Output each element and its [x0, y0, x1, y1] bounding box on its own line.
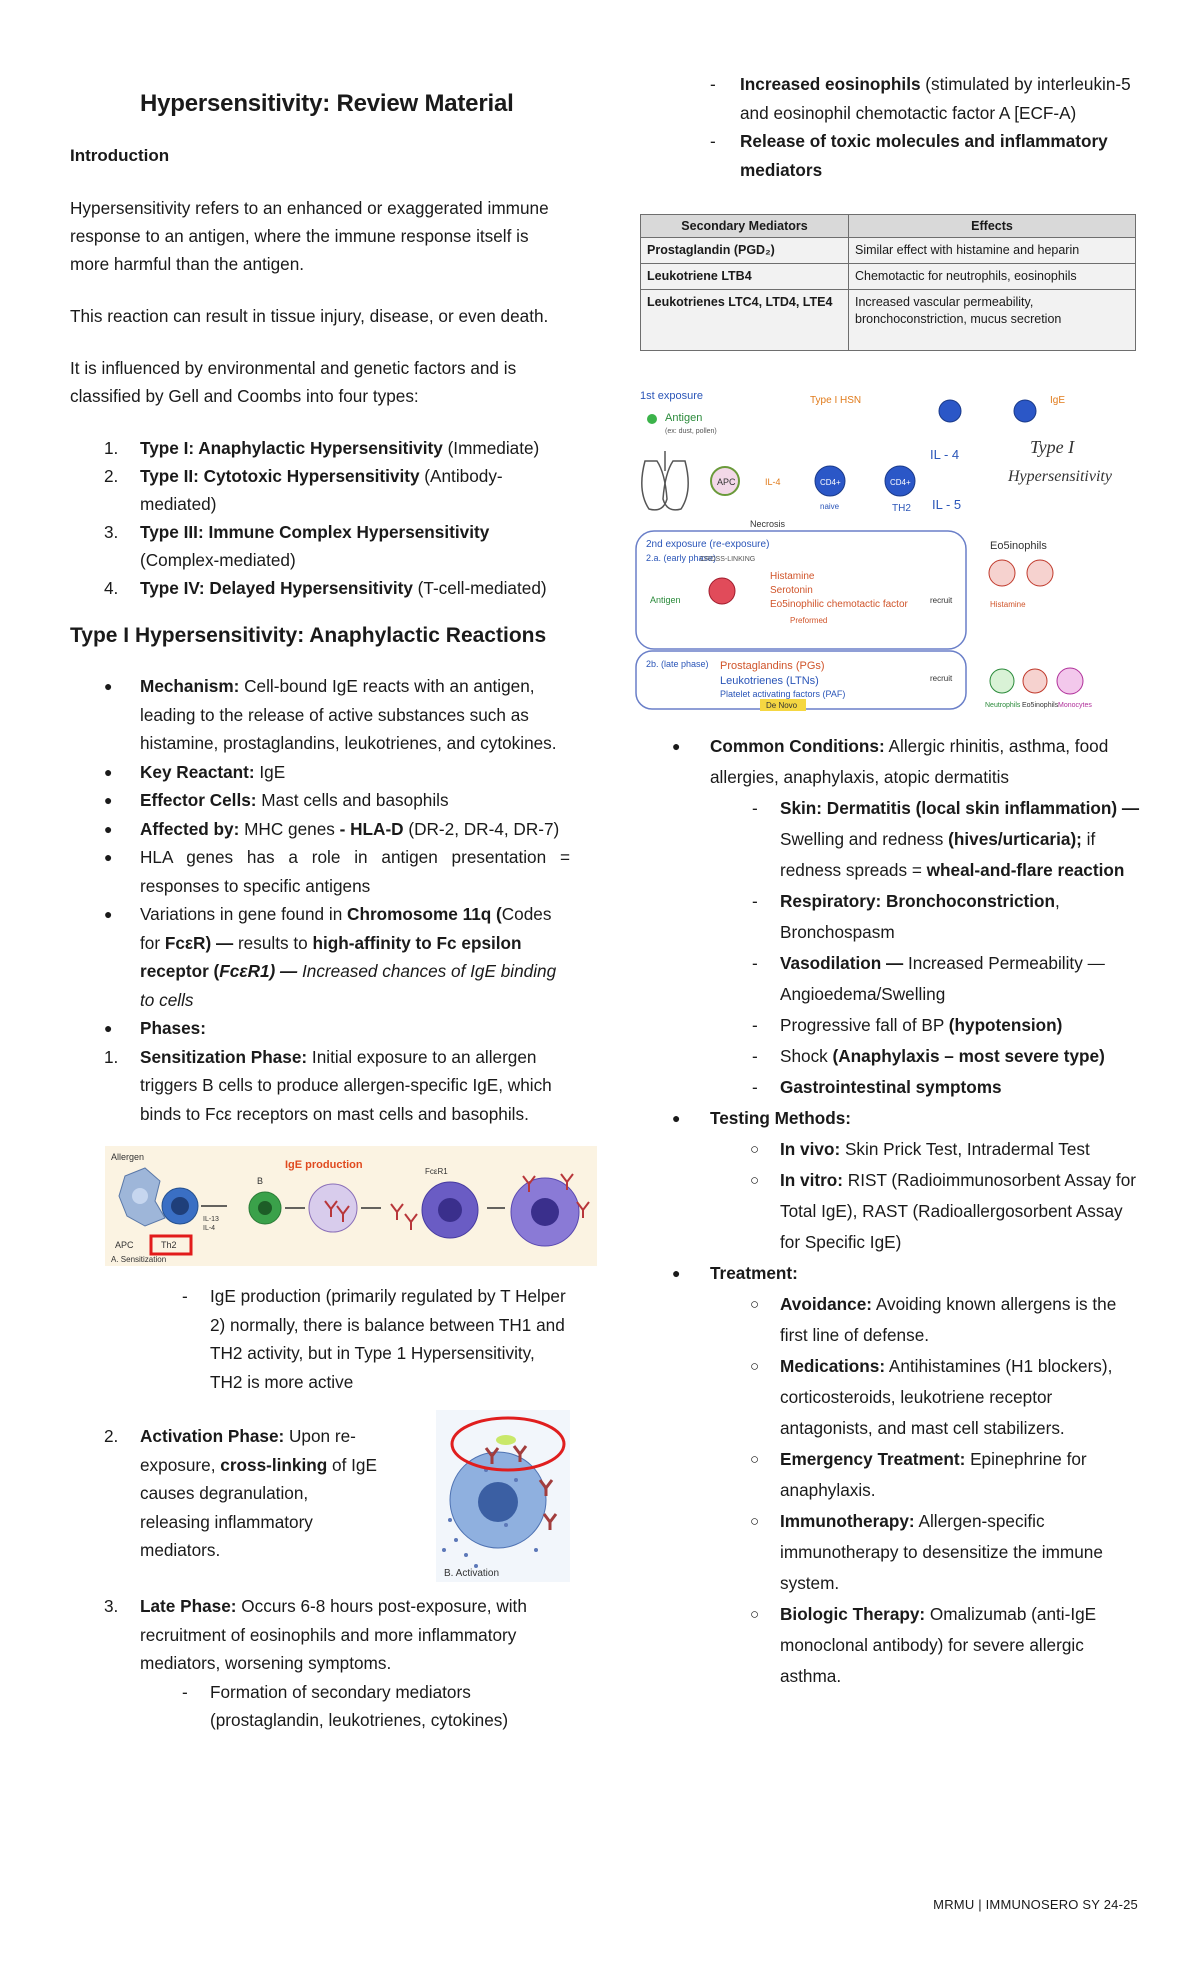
- il-label-2: IL-4: [203, 1225, 216, 1232]
- serotonin-label: Serotonin: [770, 585, 813, 596]
- intro-heading: Introduction: [70, 146, 170, 165]
- type-small-label: Type I HSN: [810, 395, 862, 406]
- secondary-mediators-table: [640, 214, 1136, 351]
- table-cell: Similar effect with histamine and heparin: [849, 238, 1136, 264]
- type-item: 3. Type III: Immune Complex Hypersensitivity (Complex-mediated): [104, 522, 490, 570]
- leukotrienes-label: Leukotrienes (LTNs): [720, 675, 819, 687]
- sensitization-caption: A. Sensitization: [111, 1255, 167, 1264]
- necrosis-label: Necrosis: [750, 519, 786, 529]
- histamine-label-2: Histamine: [990, 600, 1026, 609]
- page-title: Hypersensitivity: Review Material: [140, 90, 514, 117]
- il4-label-b: IL - 4: [930, 447, 960, 462]
- testing-item: ● Testing Methods:: [672, 1108, 851, 1128]
- medications-item: ○ Medications: Antihistamines (H1 blockers), corticosteroids, leukotriene receptor antagonists, and mast cell stabilizers.: [750, 1356, 1113, 1438]
- table-row: [641, 290, 1136, 351]
- shock-item: - Shock (Anaphylaxis – most severe type): [752, 1046, 1105, 1066]
- toxic-molecules-item: - Release of toxic molecules and inflammatory mediators: [710, 131, 1108, 180]
- recruit-label: recruit: [930, 596, 953, 605]
- phases-item: ● Phases:: [70, 1014, 570, 1043]
- cd4-label-b: CD4+: [890, 478, 911, 487]
- paf-label: Platelet activating factors (PAF): [720, 689, 846, 699]
- reactant-item: ● Key Reactant: IgE: [70, 758, 570, 787]
- hla-item: ● HLA genes has a role in antigen presentation = responses to specific antigens: [70, 843, 570, 900]
- antigen-label-2: Antigen: [650, 595, 681, 605]
- table-cell: Prostaglandin (PGD₂): [641, 238, 849, 264]
- table-header: Secondary Mediators: [641, 215, 849, 238]
- late-phase-label: 2b. (late phase): [646, 659, 709, 669]
- left-column: [70, 90, 570, 1735]
- late-phase: 3. Late Phase: Occurs 6-8 hours post-exposure, with recruitment of eosinophils and more inflammatory mediators, worsening symptoms.: [104, 1596, 527, 1673]
- in-vitro-item: ○ In vitro: RIST (Radioimmunosorbent Assay for Total IgE), RAST (Radioallergosorbent Assay for Specific IgE): [750, 1170, 1136, 1252]
- avoidance-item: ○ Avoidance: Avoiding known allergens is the first line of defense.: [750, 1294, 1117, 1345]
- ige-production-title: IgE production: [285, 1159, 363, 1171]
- ige-production-note: - IgE production (primarily regulated by T Helper 2) normally, there is balance between TH1 and TH2 activity, but in Type 1 Hypersensitivity, TH2 is more active: [182, 1286, 566, 1392]
- antigen-label: Antigen: [665, 412, 703, 424]
- hypersensitivity-types-list: [70, 434, 570, 602]
- fcer1-label: FcεR1: [425, 1167, 448, 1176]
- recruit-label-2: recruit: [930, 674, 953, 683]
- b-cell-label: B: [257, 1176, 264, 1186]
- late-phase-sub: - Formation of secondary mediators (prostaglandin, leukotrienes, cytokines): [182, 1681, 509, 1730]
- il5-label: IL - 5: [932, 497, 962, 512]
- antigen-sub-label: (ex: dust, pollen): [665, 428, 717, 435]
- th2-label: Th2: [161, 1240, 177, 1250]
- table-cell: Leukotriene LTB4: [641, 264, 849, 290]
- de-novo-label: De Novo: [766, 701, 798, 710]
- type-item: 2. Type II: Cytotoxic Hypersensitivity (Antibody-mediated): [104, 466, 503, 514]
- chromosome-item: ● Variations in gene found in Chromosome 11q (Codes for FcεR) — results to high-affinity to Fc epsilon receptor (FcεR1) — Increased chances of IgE binding to cells: [70, 900, 570, 1014]
- page-footer: MRMU | IMMUNOSERO SY 24-25: [933, 1897, 1138, 1912]
- table-row: [641, 264, 1136, 290]
- type-item: 4. Type IV: Delayed Hypersensitivity (T-cell-mediated): [104, 578, 547, 598]
- effector-item: ● Effector Cells: Mast cells and basophils: [70, 786, 570, 815]
- activation-figure: [436, 1410, 570, 1582]
- table-cell: Increased vascular permeability, bronchoconstriction, mucus secretion: [849, 290, 1136, 351]
- type1-bullets: [70, 672, 570, 1043]
- allergen-label: Allergen: [111, 1152, 145, 1162]
- sensitization-figure: [105, 1146, 597, 1266]
- table-row: [641, 238, 1136, 264]
- intro-paragraph-1: Hypersensitivity refers to an enhanced or exaggerated immune response to an antigen, where the immune response itself is more harmful than the antigen.: [70, 198, 549, 274]
- cd4-label-a: CD4+: [820, 478, 841, 487]
- bp-item: - Progressive fall of BP (hypotension): [752, 1015, 1063, 1035]
- right-column: [640, 70, 1140, 1692]
- intro-paragraph-3: It is influenced by environmental and genetic factors and is classified by Gell and Coombs into four types:: [70, 358, 517, 406]
- histamine-label: Histamine: [770, 571, 815, 582]
- affected-item: ● Affected by: MHC genes - HLA-D (DR-2, DR-4, DR-7): [70, 815, 570, 844]
- gi-item: - Gastrointestinal symptoms: [752, 1077, 1002, 1097]
- eosinophilic-factor-label: Eo5inophilic chemotactic factor: [770, 599, 908, 610]
- il-label: IL-13: [203, 1216, 219, 1223]
- table-header: Effects: [849, 215, 1136, 238]
- treatment-item: ● Treatment:: [672, 1263, 798, 1283]
- conditions-item: ● Common Conditions: Allergic rhinitis, asthma, food allergies, anaphylaxis, atopic dermatitis: [672, 736, 1109, 787]
- crosslinking-label: CROSS-LINKING: [700, 556, 756, 563]
- monocytes-label: Monocytes: [1058, 702, 1092, 709]
- activation-phase: 2. Activation Phase: Upon re-exposure, cross-linking of IgE causes degranulation, releasing inflammatory mediators.: [104, 1426, 377, 1560]
- hypersensitivity-big-label: Hypersensitivity: [1008, 468, 1112, 485]
- type-item: 1. Type I: Anaphylactic Hypersensitivity (Immediate): [104, 438, 540, 458]
- preformed-label: Preformed: [790, 616, 828, 625]
- table-cell: Leukotrienes LTC4, LTD4, LTE4: [641, 290, 849, 351]
- mechanism-item: ● Mechanism: Cell-bound IgE reacts with an antigen, leading to the release of active substances such as histamine, prostaglandins, leukotrienes, and cytokines.: [70, 672, 570, 758]
- second-exposure-label: 2nd exposure (re-exposure): [646, 539, 770, 550]
- type1-heading: Type I Hypersensitivity: Anaphylactic Reactions: [70, 624, 547, 647]
- eosinophils-label: Eo5inophils: [990, 540, 1047, 552]
- th2-label: TH2: [892, 503, 911, 514]
- table-header-row: [641, 215, 1136, 238]
- apc-label: APC: [717, 477, 736, 487]
- eosinophils-item: - Increased eosinophils (stimulated by interleukin-5 and eosinophil chemotactic factor A [ECF-A): [710, 74, 1131, 123]
- type1-diagram: [630, 381, 1140, 721]
- ige-label: IgE: [1050, 395, 1066, 406]
- activation-block: [70, 1422, 570, 1592]
- intro-paragraph-2: This reaction can result in tissue injury, disease, or even death.: [70, 306, 549, 326]
- vasodilation-item: - Vasodilation — Increased Permeability — Angioedema/Swelling: [752, 953, 1105, 1004]
- respiratory-item: - Respiratory: Bronchoconstriction, Bronchospasm: [752, 891, 1060, 942]
- immunotherapy-item: ○ Immunotherapy: Allergen-specific immunotherapy to desensitize the immune system.: [750, 1511, 1103, 1593]
- first-exposure-label: 1st exposure: [640, 390, 703, 402]
- early-phase-label: 2.a. (early phase): [646, 553, 717, 563]
- neutrophils-label: Neutrophils: [985, 702, 1021, 709]
- table-cell: Chemotactic for neutrophils, eosinophils: [849, 264, 1136, 290]
- apc-label: APC: [115, 1240, 134, 1250]
- biologic-item: ○ Biologic Therapy: Omalizumab (anti-IgE monoclonal antibody) for severe allergic asthma.: [750, 1604, 1097, 1686]
- type-big-label: Type I: [1030, 437, 1075, 457]
- il4-label-a: IL-4: [765, 477, 781, 487]
- skin-item: - Skin: Dermatitis (local skin inflammation) — Swelling and redness (hives/urticaria); if redness spreads = wheal-and-flare reaction: [752, 798, 1140, 880]
- in-vivo-item: ○ In vivo: Skin Prick Test, Intradermal Test: [750, 1139, 1090, 1159]
- prostaglandins-label: Prostaglandins (PGs): [720, 660, 825, 672]
- sensitization-phase: 1. Sensitization Phase: Initial exposure to an allergen triggers B cells to produce allergen-specific IgE, which binds to Fcε receptors on mast cells and basophils.: [104, 1046, 552, 1124]
- activation-caption: B. Activation: [444, 1568, 500, 1579]
- naive-label: naive: [820, 502, 840, 511]
- emergency-item: ○ Emergency Treatment: Epinephrine for anaphylaxis.: [750, 1449, 1087, 1500]
- eosinophils-label-2: Eo5inophils: [1022, 702, 1059, 709]
